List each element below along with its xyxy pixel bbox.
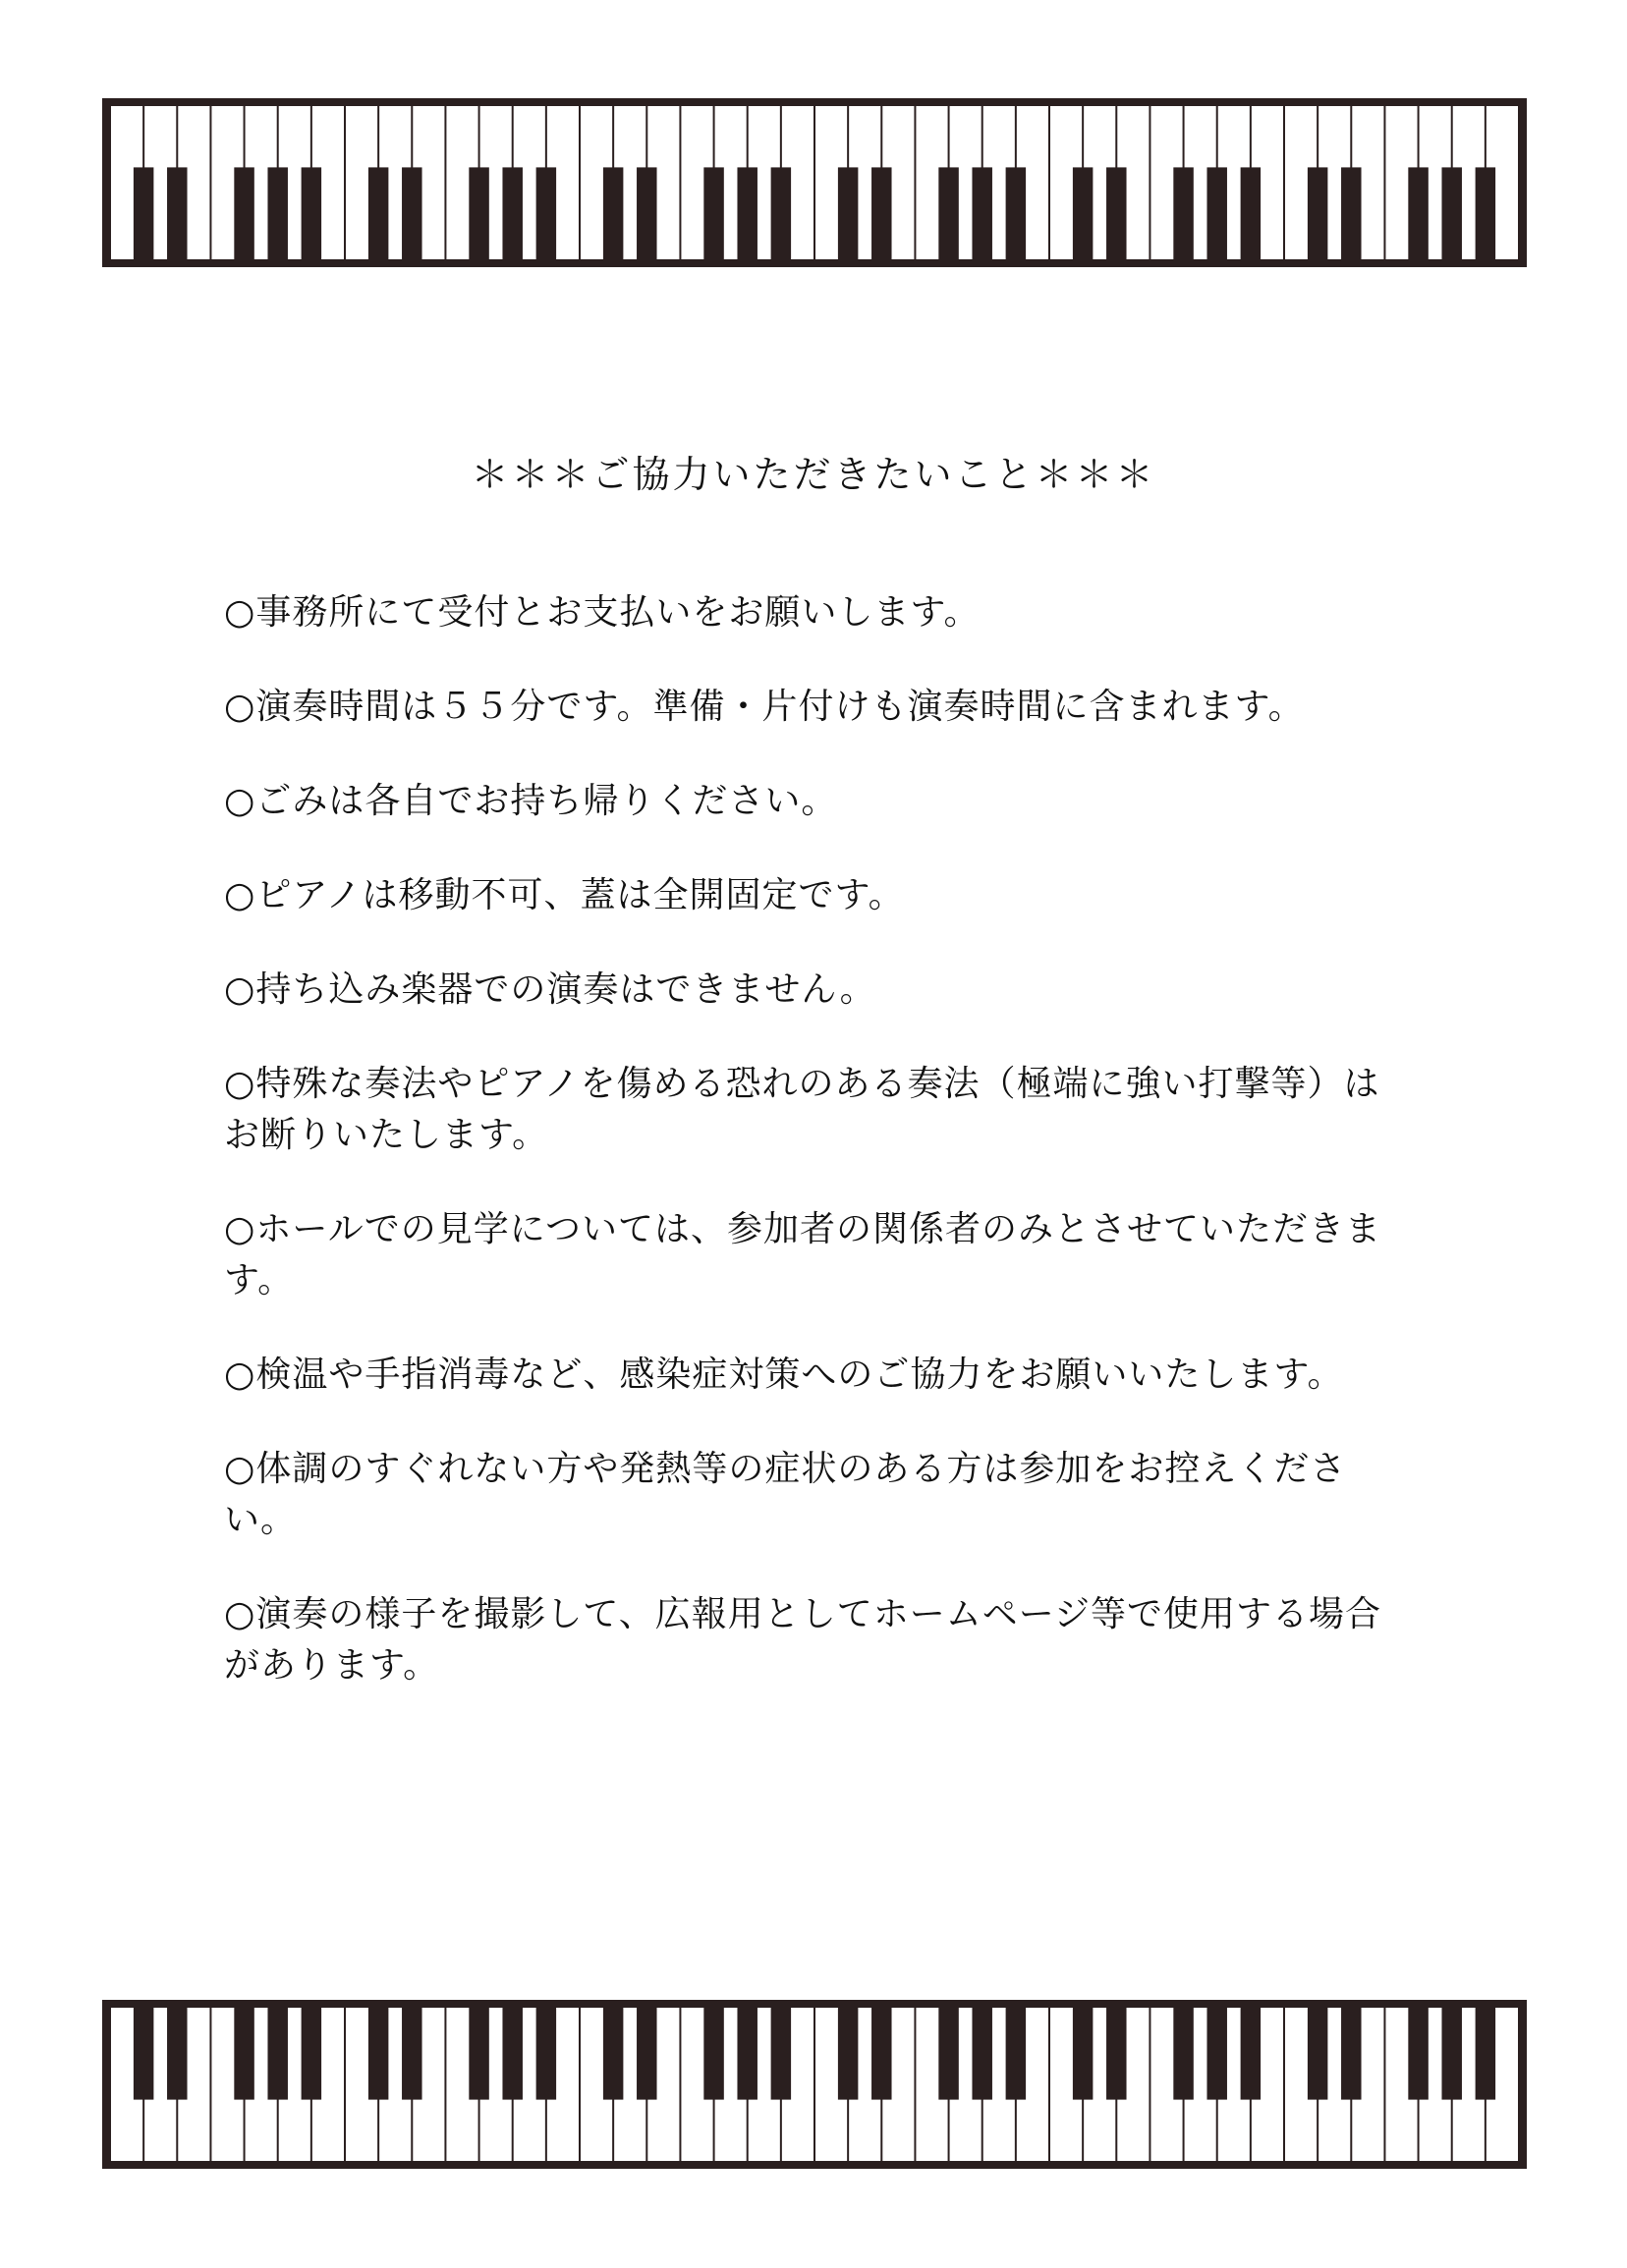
black-key: [637, 167, 656, 259]
black-key: [972, 167, 991, 259]
black-key: [167, 167, 187, 259]
black-key: [1206, 167, 1226, 259]
piano-keyboard-top-icon: [102, 98, 1527, 267]
black-key: [838, 2008, 858, 2100]
black-key: [771, 167, 791, 259]
black-key: [1073, 167, 1093, 259]
black-key: [1476, 167, 1495, 259]
notice-item-6: ○特殊な奏法やピアノを傷める恐れのある奏法（極端に強い打撃等）はお断りいたします。: [224, 1064, 1380, 1155]
notice-item-5: ○持ち込み楽器での演奏はできません。: [224, 969, 876, 1010]
black-key: [838, 167, 858, 259]
black-key: [972, 2008, 991, 2100]
black-key: [536, 2008, 556, 2100]
black-key: [1241, 2008, 1261, 2100]
black-key: [603, 167, 623, 259]
black-key: [938, 2008, 958, 2100]
black-key: [469, 2008, 488, 2100]
black-key: [871, 167, 891, 259]
black-key: [1106, 167, 1126, 259]
black-key: [1408, 167, 1428, 259]
black-key: [267, 2008, 287, 2100]
black-key: [1441, 2008, 1461, 2100]
black-key: [134, 167, 153, 259]
black-key: [1106, 2008, 1126, 2100]
notice-item-1: ○事務所にて受付とお支払いをお願いします。: [224, 592, 981, 633]
black-key: [536, 167, 556, 259]
black-key: [1341, 2008, 1361, 2100]
black-key: [469, 167, 488, 259]
notice-item-7: ○ホールでの見学については、参加者の関係者のみとさせていただきます。: [224, 1209, 1381, 1300]
black-key: [637, 2008, 656, 2100]
black-key: [1341, 167, 1361, 259]
black-key: [502, 167, 522, 259]
black-key: [134, 2008, 153, 2100]
black-key: [1006, 167, 1026, 259]
black-key: [234, 167, 253, 259]
black-key: [1441, 167, 1461, 259]
notice-item-2: ○演奏時間は５５分です。準備・片付けも演奏時間に含まれます。: [224, 687, 1305, 727]
black-key: [402, 2008, 421, 2100]
black-key: [1308, 167, 1327, 259]
black-key: [502, 2008, 522, 2100]
piano-keyboard-bottom-icon: [102, 2000, 1527, 2169]
black-key: [368, 167, 388, 259]
black-key: [737, 167, 757, 259]
black-key: [267, 167, 287, 259]
black-key: [938, 167, 958, 259]
page-title: ＊＊＊ご協力いただきたいこと＊＊＊: [471, 453, 1156, 496]
black-key: [402, 167, 421, 259]
black-key: [703, 167, 723, 259]
black-key: [1476, 2008, 1495, 2100]
black-key: [1241, 167, 1261, 259]
black-key: [771, 2008, 791, 2100]
black-key: [703, 2008, 723, 2100]
black-key: [368, 2008, 388, 2100]
black-key: [302, 2008, 321, 2100]
notice-item-3: ○ごみは各自でお持ち帰りください。: [224, 781, 838, 821]
black-key: [1073, 2008, 1093, 2100]
black-key: [737, 2008, 757, 2100]
notice-item-8: ○検温や手指消毒など、感染症対策へのご協力をお願いいたします。: [224, 1355, 1344, 1395]
black-key: [1408, 2008, 1428, 2100]
black-key: [1308, 2008, 1327, 2100]
black-key: [234, 2008, 253, 2100]
black-key: [1206, 2008, 1226, 2100]
black-key: [603, 2008, 623, 2100]
notice-item-9: ○体調のすぐれない方や発熱等の症状のある方は参加をお控えください。: [224, 1449, 1347, 1540]
notice-list: [224, 587, 1403, 1735]
black-key: [1173, 167, 1193, 259]
notice-item-10: ○演奏の様子を撮影して、広報用としてホームページ等で使用する場合があります。: [224, 1594, 1381, 1686]
black-key: [167, 2008, 187, 2100]
black-key: [871, 2008, 891, 2100]
black-key: [302, 167, 321, 259]
notice-item-4: ○ピアノは移動不可、蓋は全開固定です。: [224, 875, 905, 915]
black-key: [1173, 2008, 1193, 2100]
black-key: [1006, 2008, 1026, 2100]
